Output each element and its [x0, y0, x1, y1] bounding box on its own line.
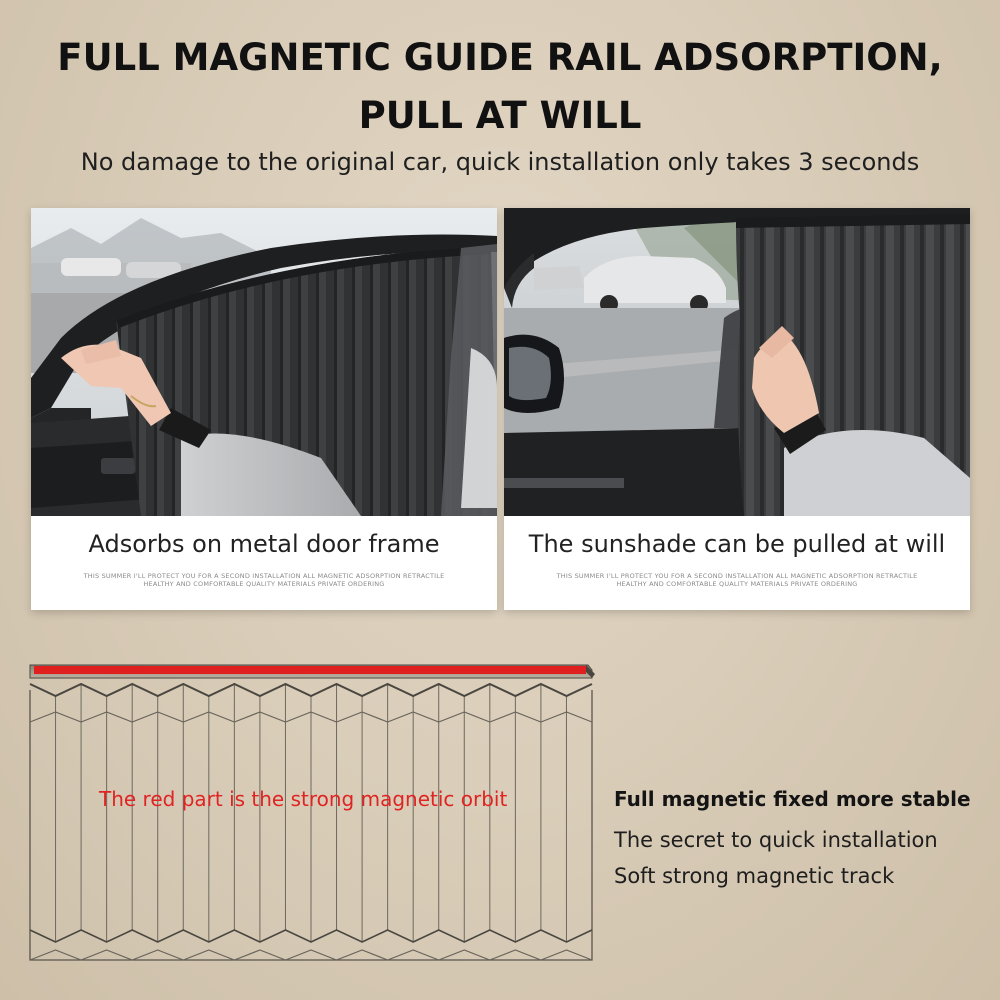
photo-door-frame — [31, 208, 497, 516]
fine-print-line: THIS SUMMER I'LL PROTECT YOU FOR A SECOND INSTALLATION ALL MAGNETIC ADSORPTION RETRACTILE — [556, 572, 918, 580]
card-caption: Adsorbs on metal door frame — [88, 530, 440, 558]
photo-card-left — [31, 208, 497, 610]
curtain-diagram — [20, 660, 600, 980]
headline-line-1: FULL MAGNETIC GUIDE RAIL ADSORPTION, — [57, 36, 943, 79]
pleat-lines — [56, 684, 567, 942]
feature-title: Full magnetic fixed more stable — [614, 787, 971, 811]
card-caption: The sunshade can be pulled at will — [528, 530, 946, 558]
photo-card-right — [504, 208, 970, 610]
fine-print-line: HEALTHY AND COMFORTABLE QUALITY MATERIALS PRIVATE ORDERING — [143, 580, 385, 588]
subtitle: No damage to the original car, quick installation only takes 3 seconds — [80, 148, 920, 176]
feature-line-2: Soft strong magnetic track — [614, 864, 895, 888]
headline-line-2: PULL AT WILL — [358, 94, 642, 137]
feature-line-1: The secret to quick installation — [614, 828, 938, 852]
card-fine-print — [504, 572, 970, 588]
card-fine-print — [31, 572, 497, 588]
magnetic-orbit-note: The red part is the strong magnetic orbit — [99, 787, 508, 811]
fine-print-line: THIS SUMMER I'LL PROTECT YOU FOR A SECOND INSTALLATION ALL MAGNETIC ADSORPTION RETRACTILE — [83, 572, 445, 580]
fine-print-line: HEALTHY AND COMFORTABLE QUALITY MATERIALS PRIVATE ORDERING — [616, 580, 858, 588]
magnetic-rail — [34, 666, 586, 674]
photo-pull-sunshade — [504, 208, 970, 516]
